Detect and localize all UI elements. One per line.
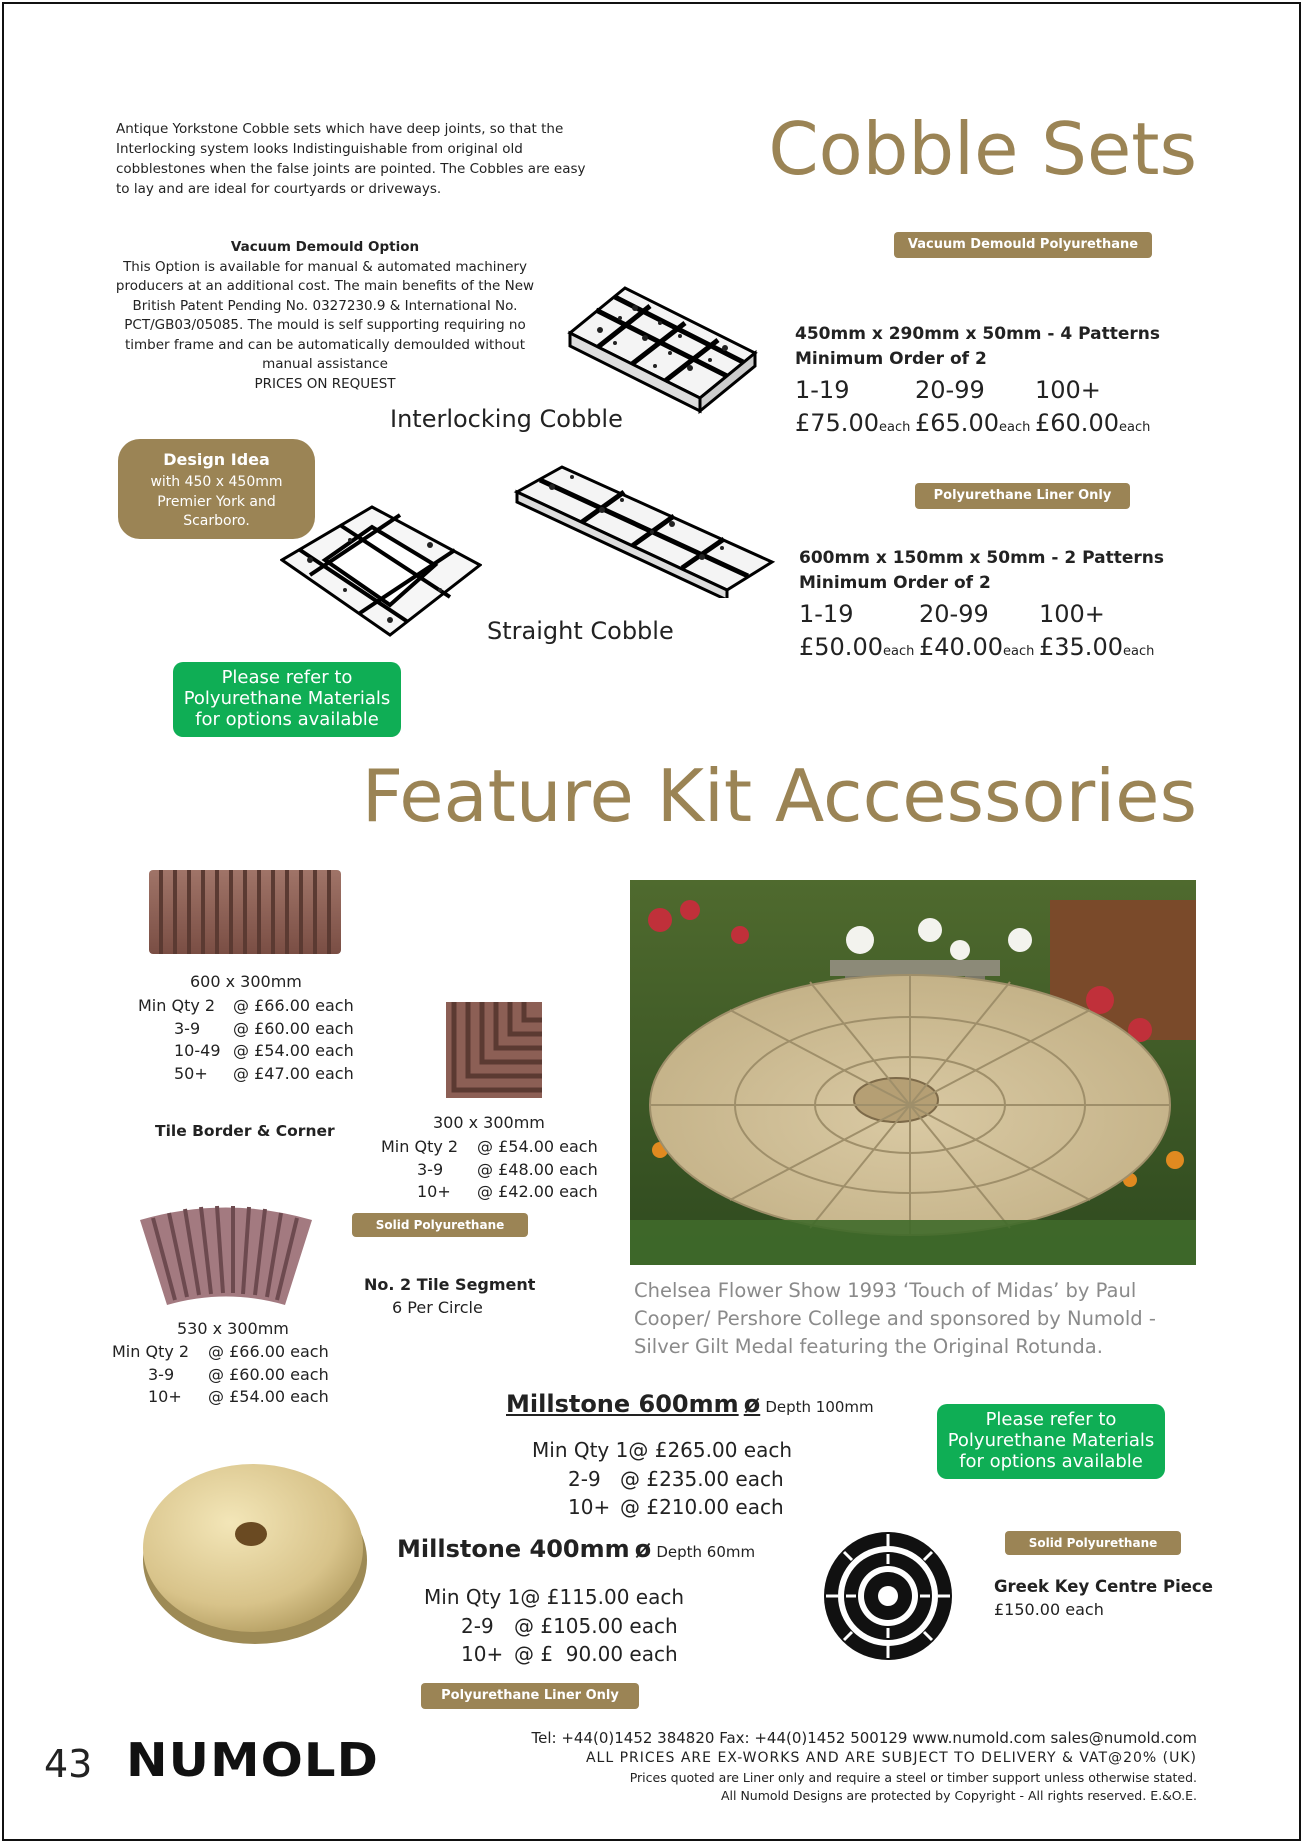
design-idea-paving-image bbox=[280, 505, 482, 640]
each-label: each bbox=[1002, 644, 1035, 659]
straight-cobble-image bbox=[512, 462, 782, 598]
refer-polyurethane-note-2: Please refer to Polyurethane Materials for options available bbox=[937, 1404, 1165, 1479]
footer-contact: Tel: +44(0)1452 384820 Fax: +44(0)1452 500129 www.numold.com sales@numold.com bbox=[531, 1729, 1197, 1747]
millstone-400-heading bbox=[397, 1535, 755, 1563]
segment-size: 530 x 300mm bbox=[177, 1319, 289, 1338]
each-label: each bbox=[878, 420, 911, 435]
segment-price-table bbox=[112, 1341, 329, 1409]
price: @ £42.00 each bbox=[477, 1182, 598, 1201]
qty: 10-49 bbox=[174, 1041, 221, 1060]
vacuum-text: This Option is available for manual & automated machinery producers at an additional cost. The main benefits of the New British Patent Pending No. 0327230.9 & International No. PCT/GB03/05085. The mould is self supporting requiring no timber frame and can be automatically demoulded without manual assistance bbox=[115, 258, 535, 372]
interlocking-size: 450mm x 290mm x 50mm - 4 Patterns bbox=[795, 324, 1161, 344]
page-number: 43 bbox=[44, 1742, 93, 1786]
vacuum-option-block bbox=[112, 238, 538, 394]
price: @ £66.00 each bbox=[233, 996, 354, 1015]
corner-size: 300 x 300mm bbox=[433, 1113, 545, 1132]
numold-logo: NUMOLD bbox=[126, 1733, 379, 1787]
greek-key-title: Greek Key Centre Piece bbox=[994, 1577, 1213, 1596]
each-label: each bbox=[882, 644, 915, 659]
feature-kit-title: Feature Kit Accessories bbox=[361, 754, 1197, 838]
qty: Min Qty 1 bbox=[532, 1438, 629, 1462]
qty-20-99: 20-99 bbox=[915, 376, 985, 404]
tile-border-size: 600 x 300mm bbox=[190, 972, 302, 991]
millstone-600-title: Millstone 600mm bbox=[506, 1390, 739, 1418]
price: @ £54.00 each bbox=[208, 1387, 329, 1406]
qty: Min Qty 2 bbox=[138, 996, 216, 1015]
qty: Min Qty 2 bbox=[381, 1137, 459, 1156]
millstone-600-depth: Depth 100mm bbox=[765, 1398, 874, 1416]
price: @ £48.00 each bbox=[477, 1159, 598, 1179]
segment-sub: 6 Per Circle bbox=[392, 1298, 483, 1317]
qty-1-19: 1-19 bbox=[799, 600, 854, 628]
diameter-symbol: ø bbox=[743, 1390, 761, 1418]
interlocking-cobble-label: Interlocking Cobble bbox=[390, 405, 623, 433]
qty: 3-9 bbox=[148, 1364, 175, 1384]
straight-min-order: Minimum Order of 2 bbox=[799, 573, 991, 593]
footer-liner-note: Prices quoted are Liner only and require a steel or timber support unless otherwise stated. bbox=[629, 1770, 1197, 1785]
price: @ £210.00 each bbox=[620, 1495, 784, 1519]
millstone-600-heading bbox=[506, 1390, 874, 1418]
design-idea-title: Design Idea bbox=[163, 450, 270, 469]
price: @ £54.00 each bbox=[477, 1137, 598, 1156]
qty: 2-9 bbox=[568, 1466, 601, 1491]
refer-polyurethane-note: Please refer to Polyurethane Materials for options available bbox=[173, 662, 401, 737]
price-row bbox=[112, 1341, 329, 1364]
vacuum-prices: PRICES ON REQUEST bbox=[254, 375, 396, 392]
design-idea-text: with 450 x 450mm Premier York and Scarboro. bbox=[150, 474, 283, 529]
corner-price-table bbox=[381, 1136, 598, 1204]
price: @ £265.00 each bbox=[628, 1438, 793, 1462]
straight-cobble-label: Straight Cobble bbox=[487, 617, 674, 645]
millstone-image bbox=[135, 1448, 375, 1648]
price-65: £65.00 bbox=[915, 409, 999, 437]
qty: 10+ bbox=[461, 1642, 504, 1666]
qty-20-99: 20-99 bbox=[919, 600, 989, 628]
segment-title: No. 2 Tile Segment bbox=[364, 1275, 536, 1294]
footer-copyright: All Numold Designs are protected by Copyright - All rights reserved. E.&O.E. bbox=[720, 1788, 1197, 1803]
price-75: £75.00 bbox=[795, 409, 879, 437]
qty: Min Qty 2 bbox=[112, 1342, 190, 1361]
qty: 3-9 bbox=[417, 1159, 444, 1179]
qty: 10+ bbox=[148, 1387, 182, 1406]
cobble-sets-title: Cobble Sets bbox=[768, 107, 1197, 191]
each-label: each bbox=[1118, 420, 1151, 435]
each-label: each bbox=[998, 420, 1031, 435]
qty-100-plus: 100+ bbox=[1039, 600, 1105, 628]
millstone-400-price-table bbox=[424, 1583, 684, 1669]
price-row bbox=[424, 1640, 684, 1669]
price-50: £50.00 bbox=[799, 633, 883, 661]
greek-key-image bbox=[822, 1530, 954, 1662]
straight-size: 600mm x 150mm x 50mm - 2 Patterns bbox=[799, 548, 1165, 568]
qty: 10+ bbox=[417, 1182, 451, 1201]
price-row bbox=[424, 1583, 684, 1612]
price-row bbox=[381, 1159, 598, 1182]
badge-vacuum-demould: Vacuum Demould Polyurethane bbox=[894, 232, 1152, 258]
qty: 10+ bbox=[568, 1495, 611, 1519]
qty: 2-9 bbox=[461, 1613, 494, 1638]
price-row bbox=[138, 1063, 354, 1086]
price-row bbox=[138, 995, 354, 1018]
each-label: each bbox=[1122, 644, 1155, 659]
price-row bbox=[138, 1040, 354, 1063]
chelsea-garden-photo bbox=[630, 880, 1196, 1265]
price-60: £60.00 bbox=[1035, 409, 1119, 437]
greek-key-price: £150.00 each bbox=[994, 1600, 1104, 1619]
vacuum-heading: Vacuum Demould Option bbox=[230, 239, 420, 255]
price-row bbox=[532, 1436, 792, 1465]
price-row bbox=[381, 1136, 598, 1159]
tile-border-price-table bbox=[138, 995, 354, 1085]
price: @ £54.00 each bbox=[233, 1041, 354, 1060]
qty: 3-9 bbox=[174, 1018, 201, 1038]
price: @ £60.00 each bbox=[233, 1018, 354, 1038]
price: @ £ 90.00 each bbox=[514, 1642, 678, 1666]
price: @ £235.00 each bbox=[620, 1466, 784, 1491]
tile-corner-image bbox=[444, 1000, 544, 1100]
price-row bbox=[138, 1018, 354, 1041]
tile-border-image bbox=[145, 862, 345, 962]
price-row bbox=[424, 1612, 684, 1641]
tile-segment-image bbox=[135, 1200, 317, 1310]
millstone-400-title: Millstone 400mm bbox=[397, 1535, 630, 1563]
millstone-600-price-table bbox=[532, 1436, 792, 1522]
price-40: £40.00 bbox=[919, 633, 1003, 661]
price: @ £60.00 each bbox=[208, 1364, 329, 1384]
millstone-400-depth: Depth 60mm bbox=[656, 1543, 756, 1561]
chelsea-caption: Chelsea Flower Show 1993 ‘Touch of Midas’ by Paul Cooper/ Pershore College and sponsored by Numold - Silver Gilt Medal featuring the Original Rotunda. bbox=[634, 1279, 1156, 1358]
price-row bbox=[112, 1386, 329, 1409]
price-35: £35.00 bbox=[1039, 633, 1123, 661]
price-row bbox=[532, 1493, 792, 1522]
qty-100-plus: 100+ bbox=[1035, 376, 1101, 404]
badge-solid-polyurethane-2: Solid Polyurethane bbox=[1005, 1531, 1181, 1555]
diameter-symbol: ø bbox=[634, 1535, 652, 1563]
interlocking-min-order: Minimum Order of 2 bbox=[795, 349, 987, 369]
price-row bbox=[532, 1465, 792, 1494]
price: @ £115.00 each bbox=[520, 1585, 685, 1609]
footer-vat: ALL PRICES ARE EX-WORKS AND ARE SUBJECT TO DELIVERY & VAT@20% (UK) bbox=[585, 1750, 1197, 1766]
badge-liner-only: Polyurethane Liner Only bbox=[915, 483, 1130, 509]
price: @ £47.00 each bbox=[233, 1063, 354, 1083]
qty: Min Qty 1 bbox=[424, 1585, 521, 1609]
price-row bbox=[381, 1181, 598, 1204]
cobble-intro: Antique Yorkstone Cobble sets which have deep joints, so that the Interlocking system looks Indistinguishable from original old cobblestones when the false joints are pointed. The Cobbles are easy to lay and are ideal for courtyards or driveways. bbox=[116, 121, 586, 197]
tile-border-label: Tile Border & Corner bbox=[155, 1122, 335, 1140]
price: @ £66.00 each bbox=[208, 1342, 329, 1361]
price: @ £105.00 each bbox=[514, 1613, 678, 1638]
qty-1-19: 1-19 bbox=[795, 376, 850, 404]
badge-solid-polyurethane: Solid Polyurethane bbox=[352, 1213, 528, 1237]
qty: 50+ bbox=[174, 1063, 208, 1083]
badge-liner-only-2: Polyurethane Liner Only bbox=[421, 1683, 639, 1709]
price-row bbox=[112, 1364, 329, 1387]
